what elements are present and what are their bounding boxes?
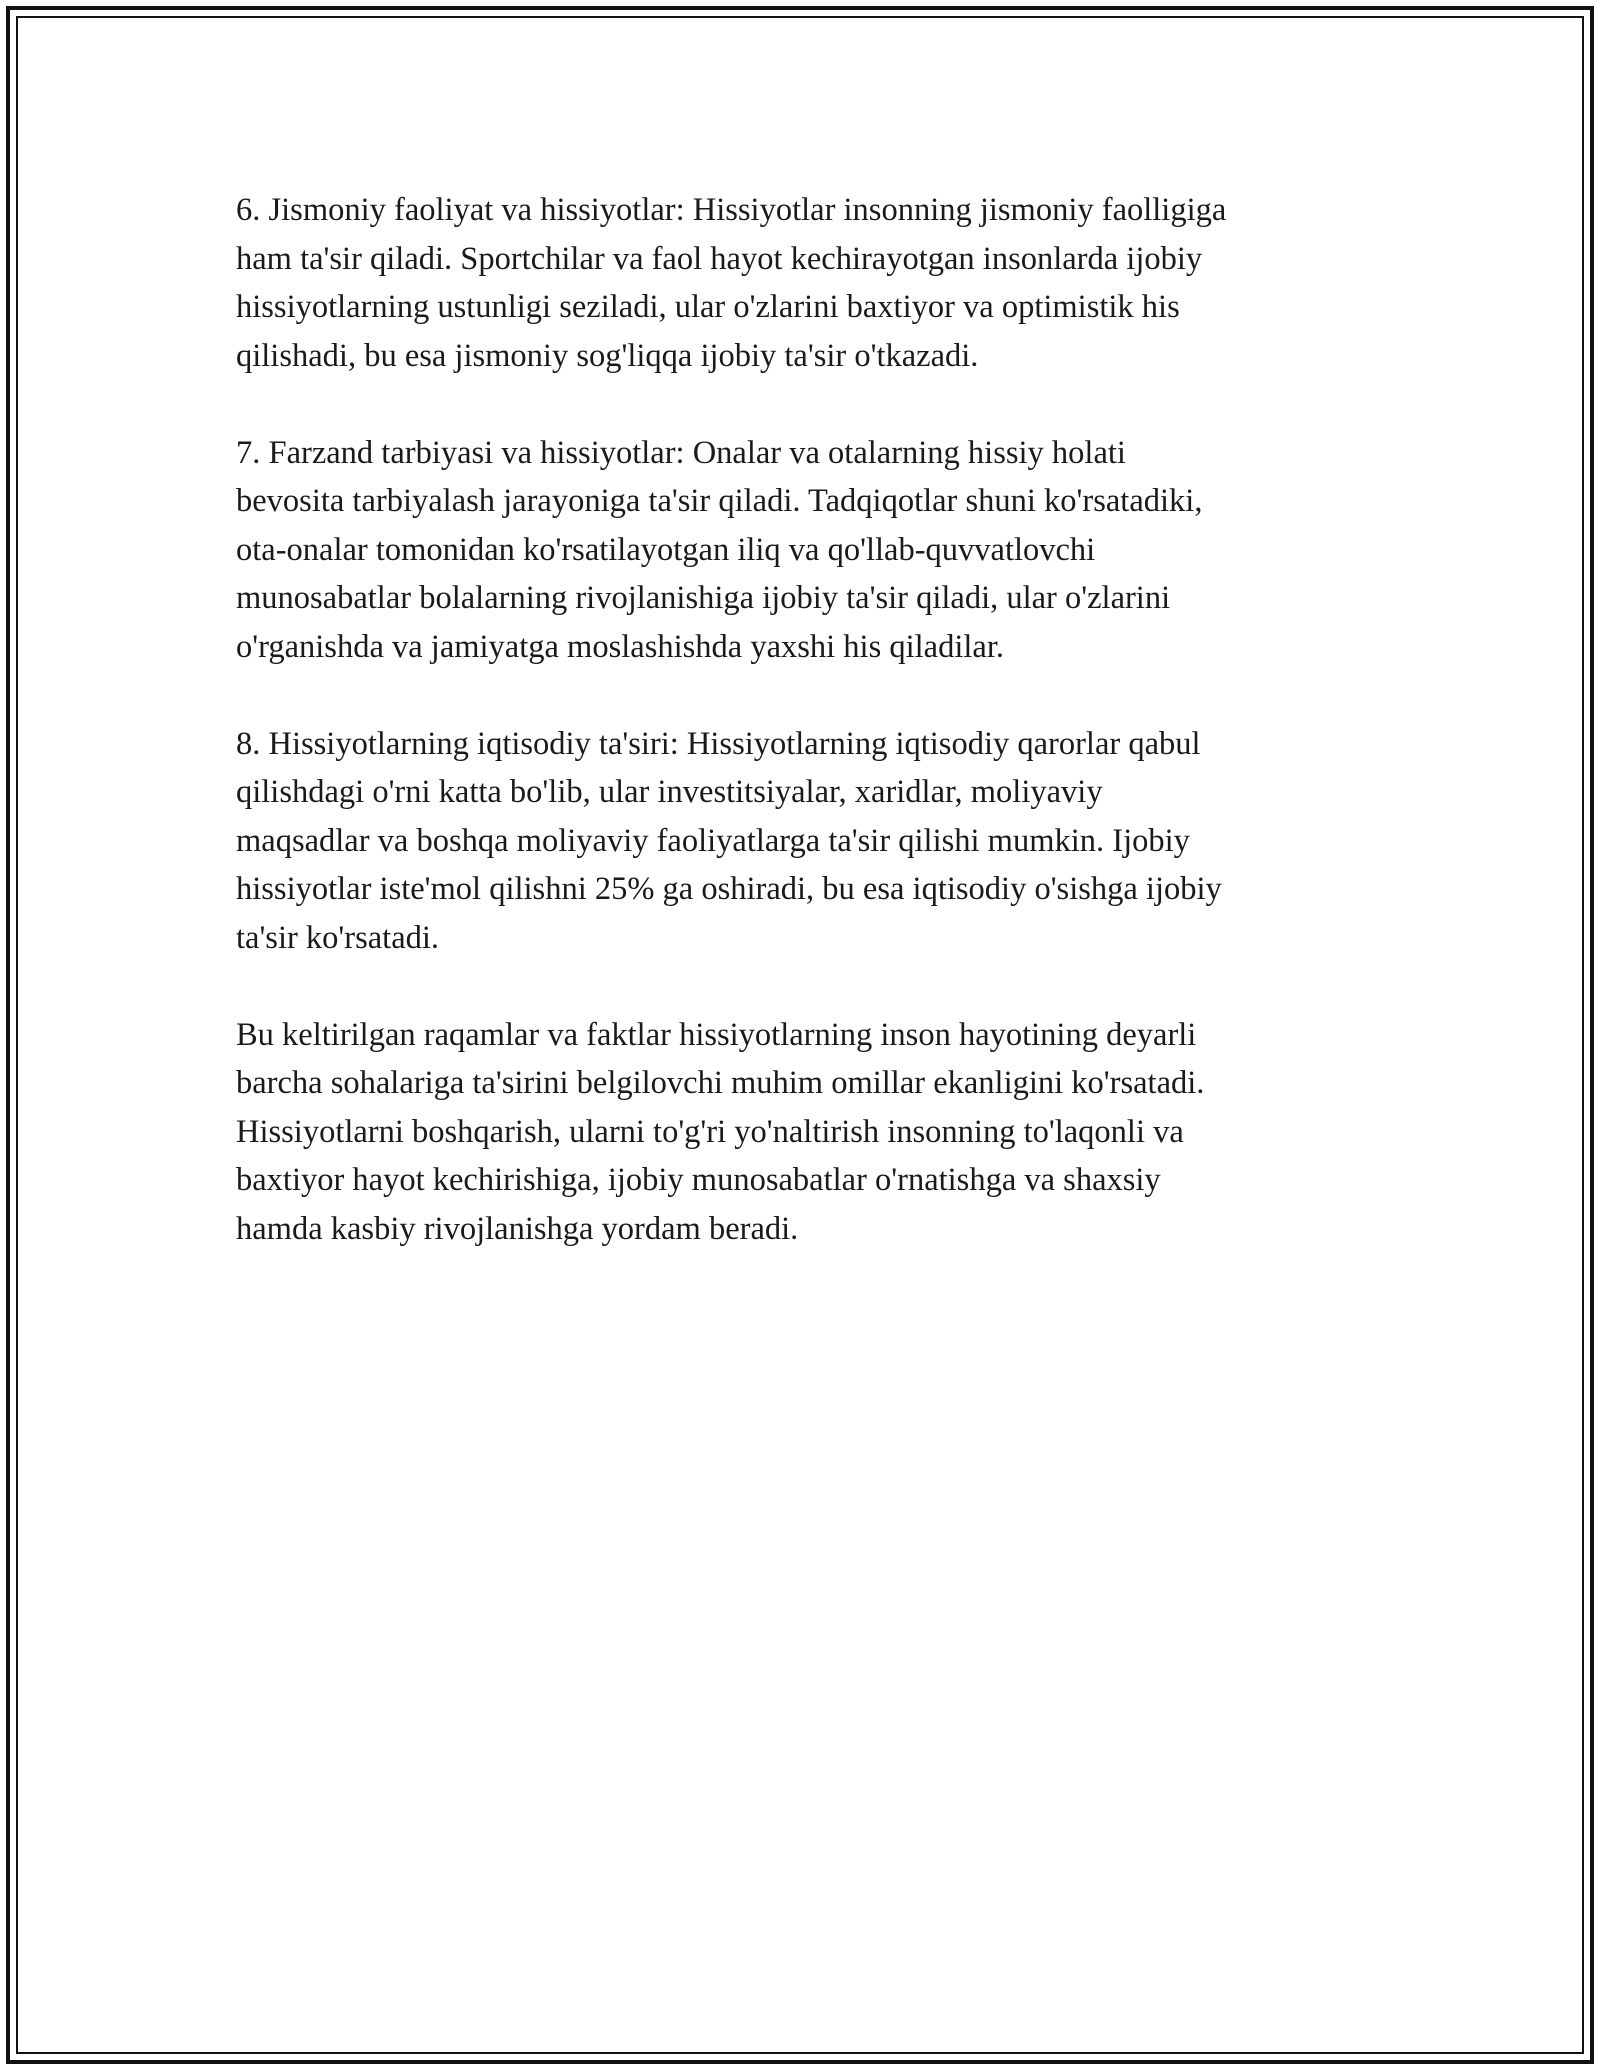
text-line: 6. Jismoniy faoliyat va hissiyotlar: Hissiyotlar insonning jismoniy faolligiga xyxy=(236,192,1227,228)
text-line: hissiyotlarning ustunligi seziladi, ular o'zlarini baxtiyor va optimistik his xyxy=(236,289,1180,325)
text-line: hamda kasbiy rivojlanishga yordam beradi. xyxy=(236,1210,799,1247)
text-line: bevosita tarbiyalash jarayoniga ta'sir qiladi. Tadqiqotlar shuni ko'rsatadiki, xyxy=(236,483,1203,519)
text-line: maqsadlar va boshqa moliyaviy faoliyatlarga ta'sir qilishi mumkin. Ijobiy xyxy=(236,822,1190,859)
text-line: ota-onalar tomonidan ko'rsatilayotgan iliq va qo'llab-quvvatlovchi xyxy=(236,531,1096,568)
text-line: Hissiyotlarni boshqarish, ularni to'g'ri yo'naltirish insonning to'laqonli va xyxy=(236,1113,1184,1150)
text-line: 7. Farzand tarbiyasi va hissiyotlar: Onalar va otalarning hissiy holati xyxy=(236,434,1126,471)
text-line: Bu keltirilgan raqamlar va faktlar hissiyotlarning inson hayotining deyarli xyxy=(236,1016,1197,1053)
document-body xyxy=(236,186,1376,1302)
text-line: o'rganishda va jamiyatga moslashishda yaxshi his qiladilar. xyxy=(236,628,1004,665)
text-line: baxtiyor hayot kechirishiga, ijobiy munosabatlar o'rnatishga va shaxsiy xyxy=(236,1162,1161,1198)
paragraph-physical-activity xyxy=(236,186,1376,380)
text-line: qilishadi, bu esa jismoniy sog'liqqa ijobiy ta'sir o'tkazadi. xyxy=(236,337,979,374)
paragraph-conclusion xyxy=(236,1011,1376,1254)
text-line: barcha sohalariga ta'sirini belgilovchi muhim omillar ekanligini ko'rsatadi. xyxy=(236,1065,1205,1101)
text-line: qilishdagi o'rni katta bo'lib, ular investitsiyalar, xaridlar, moliyaviy xyxy=(236,774,1103,810)
text-line: ham ta'sir qiladi. Sportchilar va faol hayot kechirayotgan insonlarda ijobiy xyxy=(236,240,1203,277)
paragraph-child-upbringing xyxy=(236,429,1376,672)
text-line: hissiyotlar iste'mol qilishni 25% ga oshiradi, bu esa iqtisodiy o'sishga ijobiy xyxy=(236,871,1222,907)
paragraph-economic-impact xyxy=(236,720,1376,963)
text-line: 8. Hissiyotlarning iqtisodiy ta'siri: Hissiyotlarning iqtisodiy qarorlar qabul xyxy=(236,725,1201,762)
text-line: ta'sir ko'rsatadi. xyxy=(236,919,440,956)
text-line: munosabatlar bolalarning rivojlanishiga ijobiy ta'sir qiladi, ular o'zlarini xyxy=(236,580,1171,616)
